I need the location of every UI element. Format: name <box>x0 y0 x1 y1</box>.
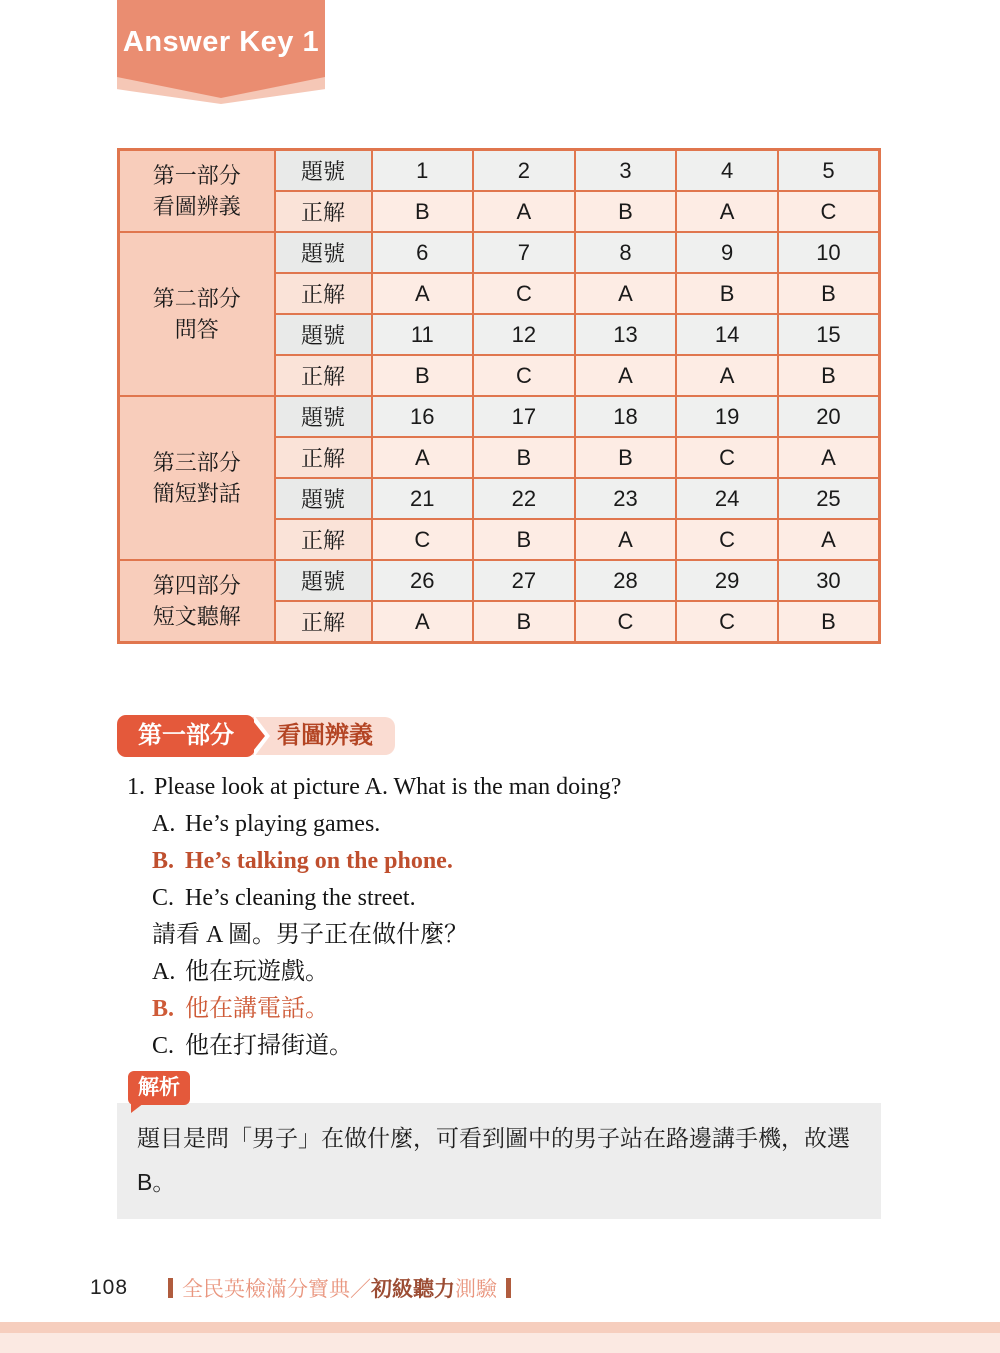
option-en-c-label: C. <box>152 885 175 911</box>
question-number-cell: 22 <box>473 478 575 519</box>
question-number-cell: 25 <box>778 478 880 519</box>
question-number-cell: 9 <box>676 232 778 273</box>
question-block <box>127 769 887 1065</box>
question-row-label: 題號 <box>275 478 372 519</box>
answer-cell: A <box>676 355 778 396</box>
answer-cell: B <box>473 519 575 560</box>
table-row <box>119 560 880 601</box>
question-number-cell: 21 <box>372 478 474 519</box>
option-zh-a-text: 他在玩遊戲。 <box>185 959 329 985</box>
answer-row-label: 正解 <box>275 601 372 643</box>
question-stem-zh-text: 請看 A 圖。男子正在做什麼？ <box>152 922 469 948</box>
section-label: 第四部分 短文聽解 <box>119 560 275 643</box>
question-stem-en <box>127 769 887 806</box>
table-row <box>119 396 880 437</box>
question-number-cell: 20 <box>778 396 880 437</box>
answer-key-banner <box>117 0 325 104</box>
footer-bar-icon <box>168 1278 173 1298</box>
page-number: 108 <box>90 1276 129 1299</box>
footer-section-suffix: 測驗 <box>455 1278 498 1301</box>
answer-cell: B <box>778 355 880 396</box>
question-number-cell: 29 <box>676 560 778 601</box>
answer-cell: A <box>473 191 575 232</box>
part-number-label: 第一部分 <box>138 722 234 749</box>
option-en-c <box>127 880 887 917</box>
option-en-a-text: He’s playing games. <box>185 811 381 837</box>
part-number-badge <box>117 715 255 757</box>
answer-cell: C <box>473 273 575 314</box>
answer-cell: B <box>473 437 575 478</box>
option-en-c-text: He’s cleaning the street. <box>185 885 416 911</box>
question-row-label: 題號 <box>275 560 372 601</box>
question-number-cell: 28 <box>575 560 677 601</box>
answer-cell: C <box>473 355 575 396</box>
option-zh-c <box>127 1028 887 1065</box>
answer-cell: B <box>778 273 880 314</box>
answer-cell: B <box>676 273 778 314</box>
question-number-cell: 17 <box>473 396 575 437</box>
option-en-b-text: He’s talking on the phone. <box>185 848 453 874</box>
answer-cell: B <box>372 355 474 396</box>
answer-cell: B <box>778 601 880 643</box>
banner-ribbon <box>117 77 325 104</box>
question-number-cell: 2 <box>473 150 575 192</box>
option-en-b-label: B. <box>152 848 175 874</box>
answer-cell: C <box>676 601 778 643</box>
question-row-label: 題號 <box>275 396 372 437</box>
question-number-cell: 11 <box>372 314 474 355</box>
question-number-cell: 1 <box>372 150 474 192</box>
part-topic-label: 看圖辨義 <box>277 722 373 749</box>
question-number-cell: 7 <box>473 232 575 273</box>
option-zh-a <box>127 954 887 991</box>
question-number-cell: 13 <box>575 314 677 355</box>
answer-cell: C <box>676 519 778 560</box>
answer-cell: B <box>575 437 677 478</box>
analysis-box <box>117 1076 881 1219</box>
answer-cell: A <box>778 437 880 478</box>
question-number-cell: 10 <box>778 232 880 273</box>
question-number-cell: 26 <box>372 560 474 601</box>
question-number-cell: 18 <box>575 396 677 437</box>
question-stem-en-text: Please look at picture A. What is the man doing? <box>154 774 622 800</box>
section-label: 第二部分 問答 <box>119 232 275 396</box>
answer-cell: A <box>778 519 880 560</box>
answer-cell: A <box>575 273 677 314</box>
question-number-cell: 3 <box>575 150 677 192</box>
answer-row-label: 正解 <box>275 519 372 560</box>
answer-cell: A <box>372 437 474 478</box>
table-row <box>119 150 880 192</box>
answer-cell: C <box>575 601 677 643</box>
answer-cell: B <box>372 191 474 232</box>
answer-cell: A <box>575 355 677 396</box>
question-number-cell: 27 <box>473 560 575 601</box>
question-number-cell: 12 <box>473 314 575 355</box>
part-header <box>117 715 395 757</box>
footer-section-title: 初級聽力 <box>371 1278 456 1301</box>
question-number-cell: 6 <box>372 232 474 273</box>
answer-row-label: 正解 <box>275 355 372 396</box>
analysis-text: 題目是問「男子」在做什麼，可看到圖中的男子站在路邊講手機，故選B。 <box>137 1125 850 1195</box>
answer-cell: B <box>473 601 575 643</box>
answer-cell: C <box>676 437 778 478</box>
answer-key-table-wrap <box>117 148 881 644</box>
question-number-cell: 19 <box>676 396 778 437</box>
footer-series-title: 全民英檢滿分寶典／ <box>182 1278 372 1301</box>
question-number-cell: 4 <box>676 150 778 192</box>
question-number-cell: 8 <box>575 232 677 273</box>
question-row-label: 題號 <box>275 232 372 273</box>
answer-cell: A <box>372 601 474 643</box>
bottom-strip-dark <box>0 1322 1000 1333</box>
question-number-cell: 24 <box>676 478 778 519</box>
answer-row-label: 正解 <box>275 273 372 314</box>
question-row-label: 題號 <box>275 314 372 355</box>
option-zh-a-label: A. <box>152 959 176 985</box>
answer-cell: A <box>372 273 474 314</box>
badge-arrow-icon <box>253 721 265 751</box>
section-label: 第三部分 簡短對話 <box>119 396 275 560</box>
answer-cell: A <box>575 519 677 560</box>
answer-cell: C <box>372 519 474 560</box>
question-number-cell: 23 <box>575 478 677 519</box>
question-number-cell: 16 <box>372 396 474 437</box>
bottom-strip-light <box>0 1333 1000 1353</box>
question-number-cell: 30 <box>778 560 880 601</box>
question-stem-zh <box>127 917 887 954</box>
option-en-b-correct <box>127 843 887 880</box>
option-zh-c-label: C. <box>152 1033 175 1059</box>
page-footer <box>90 1274 511 1302</box>
answer-row-label: 正解 <box>275 191 372 232</box>
answer-cell: A <box>676 191 778 232</box>
answer-key-table <box>117 148 881 644</box>
option-en-a <box>127 806 887 843</box>
option-en-a-label: A. <box>152 811 176 837</box>
option-zh-b-text: 他在講電話。 <box>185 996 329 1022</box>
option-zh-c-text: 他在打掃街道。 <box>185 1033 353 1059</box>
question-number-cell: 14 <box>676 314 778 355</box>
section-label: 第一部分 看圖辨義 <box>119 150 275 233</box>
answer-cell: B <box>575 191 677 232</box>
question-number-cell: 5 <box>778 150 880 192</box>
answer-cell: C <box>778 191 880 232</box>
answer-key-banner-title: Answer Key 1 <box>117 0 325 77</box>
option-zh-b-label: B. <box>152 996 175 1022</box>
option-zh-b-correct <box>127 991 887 1028</box>
answer-row-label: 正解 <box>275 437 372 478</box>
question-number: 1. <box>127 774 145 800</box>
question-row-label: 題號 <box>275 150 372 192</box>
analysis-badge: 解析 <box>128 1071 190 1105</box>
footer-bar-icon <box>506 1278 511 1298</box>
question-number-cell: 15 <box>778 314 880 355</box>
table-row <box>119 232 880 273</box>
